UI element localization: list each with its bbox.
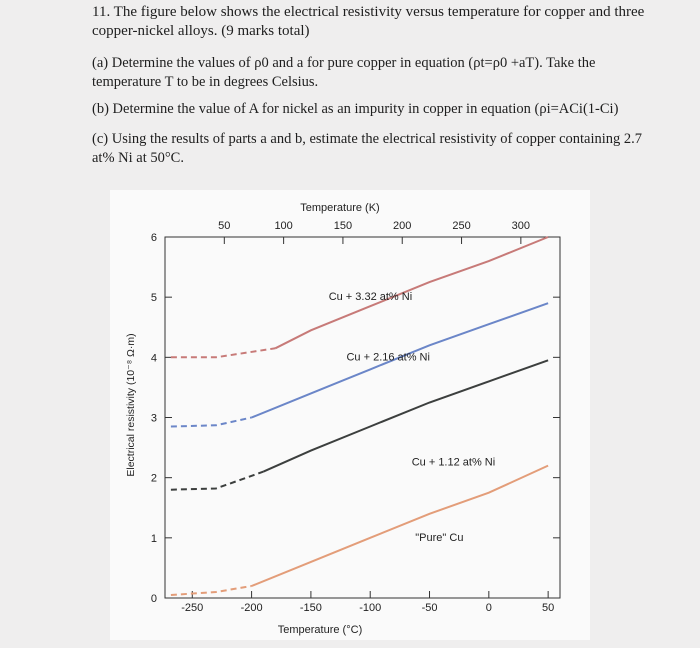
series-annotation: Cu + 2.16 at% Ni: [346, 351, 430, 364]
series-annotation: Cu + 1.12 at% Ni: [411, 456, 496, 469]
x-tick-label: -100: [359, 602, 382, 614]
series-cu-2-16-at-ni-dashed: [171, 418, 252, 427]
series-annotation: Cu + 3.32 at% Ni: [328, 291, 413, 304]
y-tick-label: 3: [150, 412, 157, 425]
x2-tick-label: 100: [274, 220, 293, 232]
resistivity-figure: [110, 190, 590, 640]
series-cu-3-32-at-ni-dashed: [171, 348, 275, 357]
x-tick-label: 0: [485, 602, 492, 614]
y-tick-label: 6: [150, 232, 157, 244]
question-block: [0, 0, 700, 190]
y-tick-label: 0: [150, 593, 157, 605]
chart-annotations: [329, 291, 496, 544]
question-part-a: (a) Determine the values of ρ0 and a for pure copper in equation (ρt=ρ0 +aT). Take the temperature T to be in degrees Celsius.: [92, 55, 596, 90]
y-tick-label: 2: [150, 472, 157, 485]
x2-tick-label: 250: [452, 220, 471, 232]
x-tick-label: -50: [421, 602, 438, 614]
x2-tick-label: 300: [511, 220, 531, 232]
series-cu-1-12-at-ni-dashed: [171, 472, 264, 490]
series-annotation: "Pure" Cu: [415, 531, 464, 544]
series-pure-cu-dashed: [171, 586, 252, 595]
series-pure-cu-line: [252, 466, 548, 586]
question-part-c: (c) Using the results of parts a and b, estimate the electrical resistivity of copper containing 2.7 at% Ni at 50°C.: [92, 131, 643, 166]
x2-tick-label: 150: [333, 220, 353, 232]
x-tick-label: -250: [181, 602, 204, 614]
x2-axis-label: Temperature (K): [300, 202, 380, 214]
x-tick-label: -200: [240, 602, 263, 614]
y-tick-label: 4: [150, 352, 157, 365]
y-tick-label: 5: [150, 292, 157, 305]
x-axis-label: Temperature (°C): [277, 624, 363, 636]
series-cu-1-12-at-ni-line: [264, 360, 549, 471]
question-part-b: (b) Determine the value of A for nickel as an impurity in copper in equation (ρi=ACi(1-Ci): [92, 101, 619, 117]
question-title: 11. The figure below shows the electrical resistivity versus temperature for copper and three copper-nickel alloys. (9 marks total): [92, 4, 645, 39]
y-tick-label: 1: [150, 532, 157, 545]
x-tick-label: 50: [542, 602, 555, 614]
x2-tick-label: 200: [393, 220, 412, 232]
x2-tick-label: 50: [218, 220, 231, 232]
y-axis-label: Electrical resistivity (10⁻⁸ Ω·m): [125, 333, 137, 477]
resistivity-chart: [110, 190, 590, 640]
chart-axes: [151, 220, 560, 614]
x-tick-label: -150: [299, 602, 322, 614]
